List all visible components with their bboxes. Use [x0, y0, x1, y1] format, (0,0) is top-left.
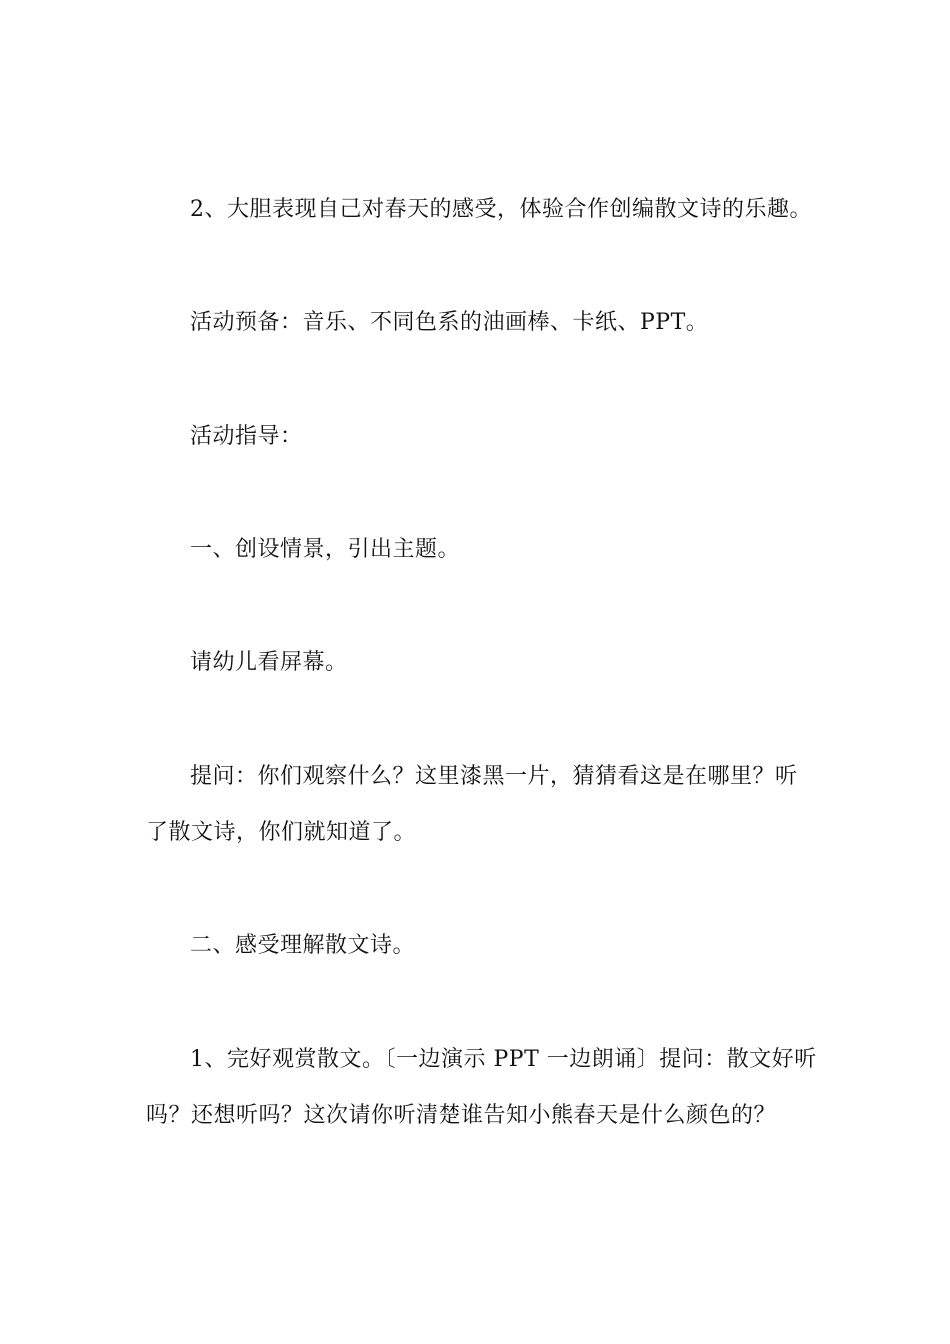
paragraph-appreciation-line-1: 1、完好观赏散文。〔一边演示 PPT 一边朗诵〕提问：散文好听	[190, 1047, 817, 1072]
paragraph-activity-preparation: 活动预备：音乐、不同色系的油画棒、卡纸、PPT。	[190, 310, 709, 335]
paragraph-question-line-2: 了散文诗，你们就知道了。	[146, 820, 417, 845]
paragraph-appreciation-line-2: 吗？还想听吗？这次请你听清楚谁告知小熊春天是什么颜色的？	[146, 1103, 777, 1128]
paragraph-look-at-screen: 请幼儿看屏幕。	[190, 650, 348, 675]
paragraph-goal-2: 2、大胆表现自己对春天的感受，体验合作创编散文诗的乐趣。	[190, 197, 812, 222]
section-heading-one: 一、创设情景，引出主题。	[190, 537, 461, 562]
paragraph-question-line-1: 提问：你们观察什么？这里漆黑一片，猜猜看这是在哪里？听	[190, 764, 798, 789]
paragraph-activity-guidance-heading: 活动指导：	[190, 424, 303, 449]
section-heading-two: 二、感受理解散文诗。	[190, 933, 416, 958]
